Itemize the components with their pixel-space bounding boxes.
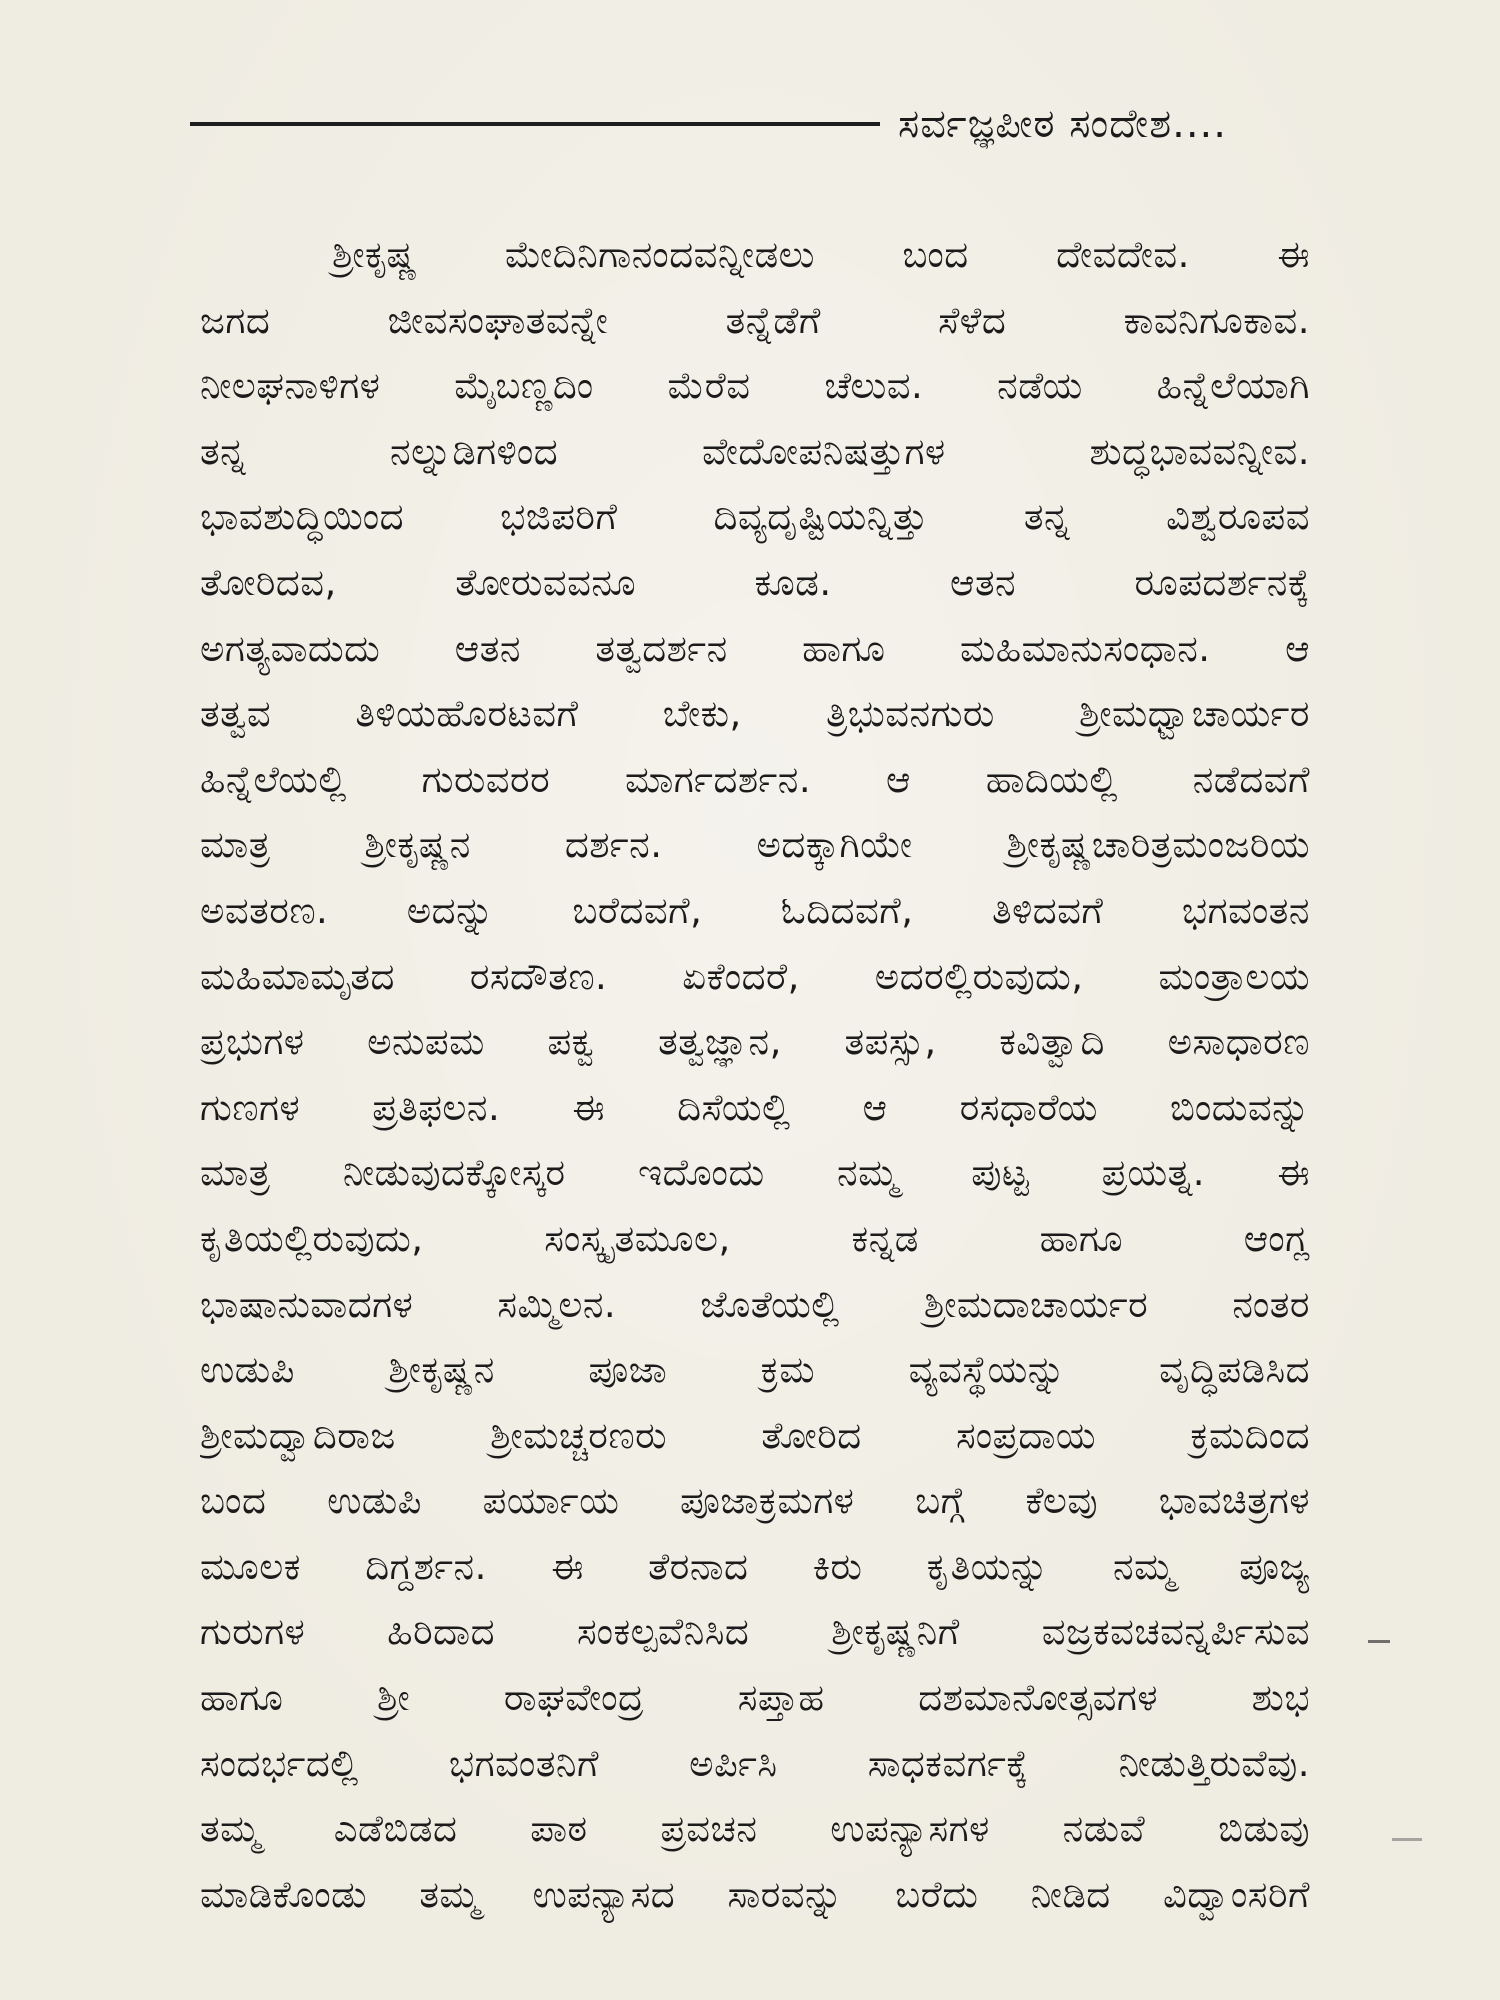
text-line: ಉಡುಪಿ ಶ್ರೀಕೃಷ್ಣನ ಪೂಜಾ ಕ್ರಮ ವ್ಯವಸ್ಥೆಯನ್ನು ವೃದ್ಧಿಪಡಿಸಿದ [200,1348,1310,1392]
text-line: ಪ್ರಭುಗಳ ಅನುಪಮ ಪಕ್ವ ತತ್ವಜ್ಞಾನ, ತಪಸ್ಸು, ಕವಿತ್ವಾದಿ ಅಸಾಧಾರಣ [200,1020,1310,1064]
running-title: ಸರ್ವಜ್ಞಪೀಠ ಸಂದೇಶ.... [898,101,1227,147]
body-paragraph [200,222,1310,1927]
text-line: ಅಗತ್ಯವಾದುದು ಆತನ ತತ್ವದರ್ಶನ ಹಾಗೂ ಮಹಿಮಾನುಸಂಧಾನ. ಆ [200,626,1310,670]
text-line: ಬಂದ ಉಡುಪಿ ಪರ್ಯಾಯ ಪೂಜಾಕ್ರಮಗಳ ಬಗ್ಗೆ ಕೆಲವು ಭಾವಚಿತ್ರಗಳ [200,1479,1310,1523]
text-line: ಮಹಿಮಾಮೃತದ ರಸದೌತಣ. ಏಕೆಂದರೆ, ಅದರಲ್ಲಿರುವುದು, ಮಂತ್ರಾಲಯ [200,954,1310,998]
text-line: ಭಾವಶುದ್ಧಿಯಿಂದ ಭಜಿಪರಿಗೆ ದಿವ್ಯದೃಷ್ಟಿಯನ್ನಿತ್ತು ತನ್ನ ವಿಶ್ವರೂಪವ [200,495,1310,539]
text-line: ನೀಲಘನಾಳಿಗಳ ಮೈಬಣ್ಣದಿಂ ಮೆರೆವ ಚೆಲುವ. ನಡೆಯ ಹಿನ್ನೆಲೆಯಾಗಿ [200,364,1310,408]
text-line: ಹಿನ್ನೆಲೆಯಲ್ಲಿ ಗುರುವರರ ಮಾರ್ಗದರ್ಶನ. ಆ ಹಾದಿಯಲ್ಲಿ ನಡೆದವಗೆ [200,757,1310,801]
text-line: ಶ್ರೀಕೃಷ್ಣ ಮೇದಿನಿಗಾನಂದವನ್ನೀಡಲು ಬಂದ ದೇವದೇವ. ಈ [332,233,1310,276]
text-line: ಮಾಡಿಕೊಂಡು ತಮ್ಮ ಉಪನ್ಯಾಸದ ಸಾರವನ್ನು ಬರೆದು ನೀಡಿದ ವಿದ್ವಾಂಸರಿಗೆ [200,1872,1310,1916]
text-line: ಕೃತಿಯಲ್ಲಿರುವುದು, ಸಂಸ್ಕೃತಮೂಲ, ಕನ್ನಡ ಹಾಗೂ ಆಂಗ್ಲ [200,1216,1310,1260]
text-line: ಅವತರಣ. ಅದನ್ನು ಬರೆದವಗೆ, ಓದಿದವಗೆ, ತಿಳಿದವಗೆ ಭಗವಂತನ [200,888,1310,932]
text-line: ಮಾತ್ರ ಶ್ರೀಕೃಷ್ಣನ ದರ್ಶನ. ಅದಕ್ಕಾಗಿಯೇ ಶ್ರೀಕೃಷ್ಣಚಾರಿತ್ರಮಂಜರಿಯ [200,823,1310,867]
text-line: ಮಾತ್ರ ನೀಡುವುದಕ್ಕೋಸ್ಕರ ಇದೊಂದು ನಮ್ಮ ಪುಟ್ಟ ಪ್ರಯತ್ನ. ಈ [200,1151,1310,1195]
text-line: ಮೂಲಕ ದಿಗ್ದರ್ಶನ. ಈ ತೆರನಾದ ಕಿರು ಕೃತಿಯನ್ನು ನಮ್ಮ ಪೂಜ್ಯ [200,1544,1310,1588]
text-line: ಗುರುಗಳ ಹಿರಿದಾದ ಸಂಕಲ್ಪವೆನಿಸಿದ ಶ್ರೀಕೃಷ್ಣನಿಗೆ ವಜ್ರಕವಚವನ್ನರ್ಪಿಸುವ [200,1610,1310,1654]
scan-mark [1368,1640,1390,1643]
text-line: ಶ್ರೀಮದ್ವಾದಿರಾಜ ಶ್ರೀಮಚ್ಚರಣರು ತೋರಿದ ಸಂಪ್ರದಾಯ ಕ್ರಮದಿಂದ [200,1413,1310,1457]
text-line: ತತ್ವವ ತಿಳಿಯಹೊರಟವಗೆ ಬೇಕು, ತ್ರಿಭುವನಗುರು ಶ್ರೀಮಧ್ವಾಚಾರ್ಯರ [200,692,1310,736]
text-line: ಗುಣಗಳ ಪ್ರತಿಫಲನ. ಈ ದಿಸೆಯಲ್ಲಿ ಆ ರಸಧಾರೆಯ ಬಿಂದುವನ್ನು [200,1085,1310,1129]
text-line: ಜಗದ ಜೀವಸಂಘಾತವನ್ನೇ ತನ್ನೆಡೆಗೆ ಸೆಳೆದ ಕಾವನಿಗೂಕಾವ. [200,298,1310,342]
text-line: ಸಂದರ್ಭದಲ್ಲಿ ಭಗವಂತನಿಗೆ ಅರ್ಪಿಸಿ ಸಾಧಕವರ್ಗಕ್ಕೆ ನೀಡುತ್ತಿರುವೆವು. [200,1741,1310,1785]
text-line: ತಮ್ಮ ಎಡೆಬಿಡದ ಪಾಠ ಪ್ರವಚನ ಉಪನ್ಯಾಸಗಳ ನಡುವೆ ಬಿಡುವು [200,1807,1310,1851]
header-rule [190,122,880,126]
text-line: ತೋರಿದವ, ತೋರುವವನೂ ಕೂಡ. ಆತನ ರೂಪದರ್ಶನಕ್ಕೆ [200,560,1310,604]
text-line: ಹಾಗೂ ಶ್ರೀ ರಾಘವೇಂದ್ರ ಸಪ್ತಾಹ ದಶಮಾನೋತ್ಸವಗಳ ಶುಭ [200,1676,1310,1720]
scan-mark [1392,1838,1422,1841]
text-line: ಭಾಷಾನುವಾದಗಳ ಸಮ್ಮಿಲನ. ಜೊತೆಯಲ್ಲಿ ಶ್ರೀಮದಾಚಾರ್ಯರ ನಂತರ [200,1282,1310,1326]
text-line: ತನ್ನ ನಲ್ನುಡಿಗಳಿಂದ ವೇದೋಪನಿಷತ್ತುಗಳ ಶುದ್ಧಭಾವವನ್ನೀವ. [200,429,1310,473]
page-header [190,96,1320,156]
